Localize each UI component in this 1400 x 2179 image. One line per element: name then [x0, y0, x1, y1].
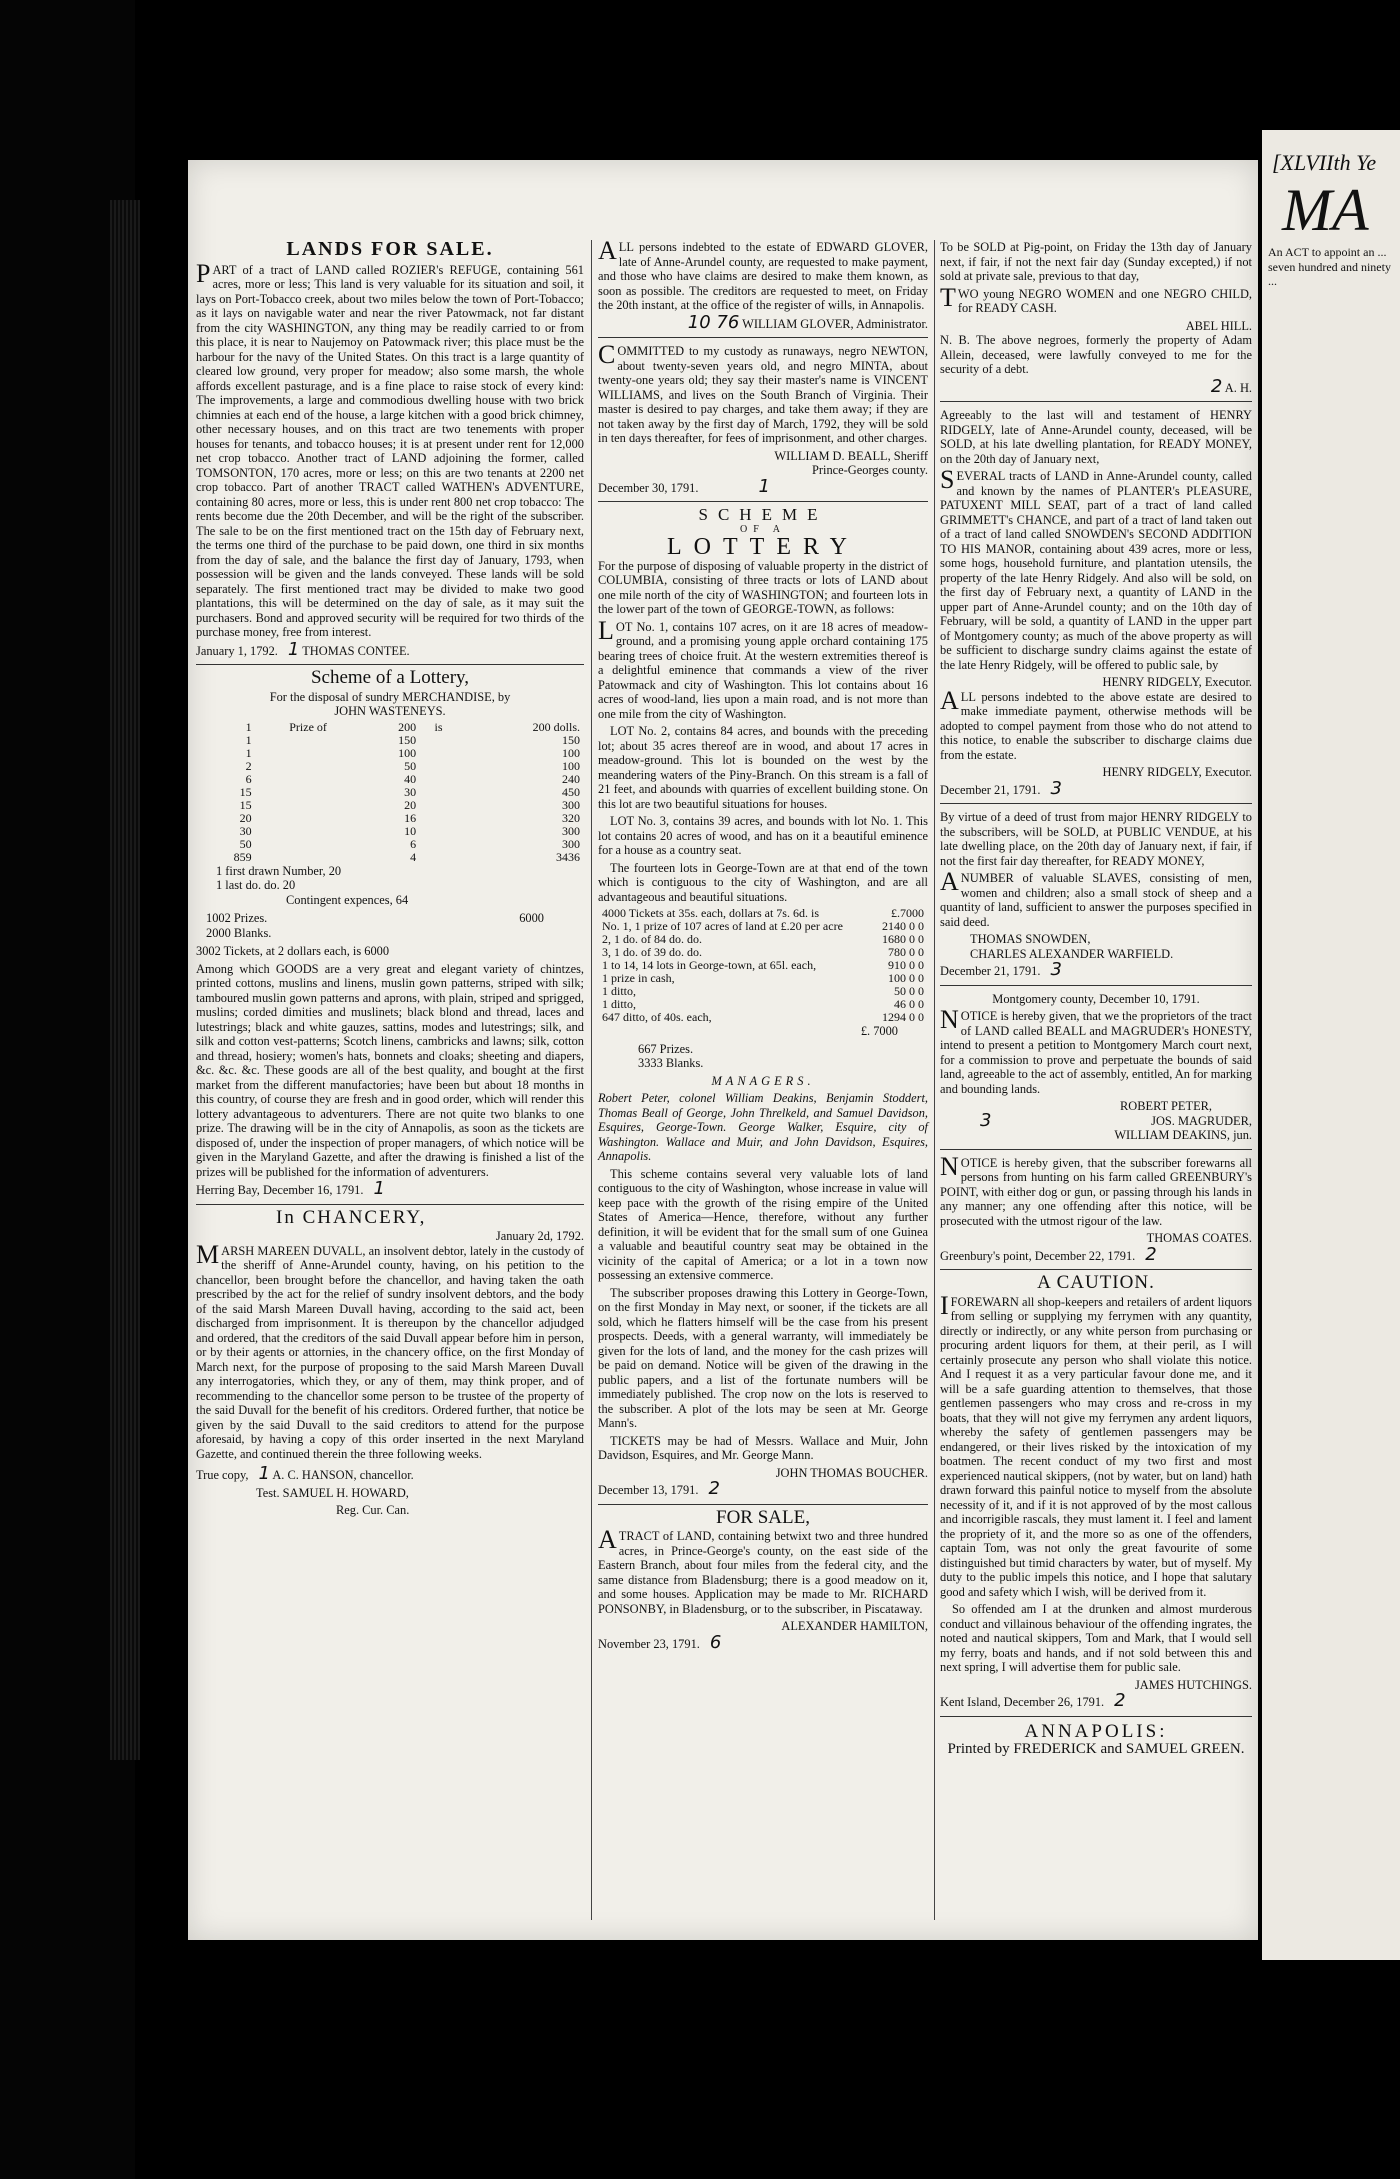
prize-cell: 450 [562, 784, 580, 799]
prize-cell: 1 [245, 719, 252, 734]
committed-county: Prince-Georges county. [812, 463, 928, 477]
divider [940, 1716, 1252, 1717]
prize-row [196, 825, 584, 838]
prize-cell: 3436 [556, 849, 580, 864]
scheme-prize-row [598, 985, 928, 998]
prize-cell: 20 [404, 797, 417, 812]
column-rule [591, 240, 592, 1920]
prize-cell: 6 [410, 836, 417, 851]
lot-3: LOT No. 3, contains 39 acres, and bounds with lot No. 1. This lot contains 20 acres of wood, and has on it a beautiful eminence for a house as a country seat. [598, 814, 928, 857]
next-page-header: [XLVIIth Ye [1272, 150, 1377, 175]
prize-row [196, 773, 584, 786]
prize-cell: 30 [239, 823, 252, 838]
ridgely-signature-2: HENRY RIDGELY, Executor. [1102, 765, 1252, 779]
lands-ad-signature: THOMAS CONTEE. [302, 643, 410, 658]
annapolis-imprint: ANNAPOLIS: [1024, 1720, 1168, 1742]
prize-row [196, 799, 584, 812]
prize-cell [420, 747, 457, 760]
prize-row [196, 734, 584, 747]
printer-imprint: Printed by FREDERICK and SAMUEL GREEN. [947, 1741, 1245, 1757]
next-page-text: An ACT to appoint an ... seven hundred and ninety ... [1268, 245, 1391, 288]
scheme-prize-row [598, 972, 928, 985]
scheme-text: This scheme contains several very valuable lots of land contiguous to the city of Washington, whose increase in value will keep pace with the growth of the rising empire of the United States of America—Hence, therefore, without any further definition, it will be evident that for the small sum of one Guinea a valuable and beautiful country seat may be obtained in the vicinity of the capital of America; or a lot in a town now possessing an extensive commerce. [598, 1166, 928, 1282]
prize-cell [420, 812, 457, 825]
all-persons-text: ALL persons indebted to the above estate are desired to make immediate payment, otherwise methods will be adopted to compel payment from those who do not attend to this notice, to enable the subscriber to discharge claims due from the estate. [940, 685, 1252, 762]
prize-cell: 200 [398, 719, 417, 734]
lottery-text: Among which GOODS are a very great and elegant variety of chintzes, printed cottons, muslins and linens, muslin gown patterns, striped with silk; tamboured muslin gown patterns and aprons, with plain, striped and sprigged, muslins; corded dimities and muslinets; black blond and thread, laces and lutestrings; black and white gauzes, sattins, modes and lutestrings; silk, and silk and cotton vest-patterns; Scotch linens, cambricks and lawns; silk, cotton and thread, hosiery; women's hats, bonnets and cloaks; sheeting and diapers, &c. &c. &c. These goods are all of the best quality, and bought at the first market from the different manufactories; have been but about 18 months in this country, of course they are fresh and in good order, which will render this lottery advantageous to adventurers. There are not quite two blanks to one prize. The drawing will be in the city of Annapolis, as soon as the tickets are disposed of, under the inspection of proper managers, of which notice will be given in the Maryland Gazette, and after the drawing is finished a list of the prizes will be published for the information of adventurers. [196, 961, 584, 1179]
scheme-prize-cell: 1 to 14, 14 lots in George-town, at 65l. each, [602, 958, 817, 972]
ridgely-footer [940, 777, 1252, 799]
subscriber-text: The subscriber proposes drawing this Lottery in George-Town, on the first Monday in May next, or sooner, if the tickets are all sold, which he flatters himself will be the case from his present prospects. Deeds, with a general warranty, will immediately be given for the lots of land, and the money for the cash prizes will be paid on demand. Notice will be given of the drawing in the public papers, and a list of the fortunate numbers will be immediately published. The crop now on the lots is reserved to the subscriber. A plot of the lots may be seen at Mr. George Mann's. [598, 1285, 928, 1430]
hutchings-signature: JAMES HUTCHINGS. [1134, 1677, 1252, 1692]
scheme-prize-cell: 3, 1 do. of 39 do. do. [602, 945, 702, 959]
divider [196, 664, 584, 665]
column-3 [940, 240, 1252, 1760]
for-sale-title: FOR SALE, [716, 1506, 810, 1528]
prize-cell: 859 [233, 849, 252, 864]
prize-cell [420, 786, 457, 799]
scheme-prize-cell: £.7000 [891, 906, 924, 920]
prize-cell [256, 734, 361, 747]
lot-1: LOT No. 1, contains 107 acres, on it are 18 acres of meadow-ground, and a promising young apple orchard containing 175 bearing trees of choice fruit. At the western extremities thereof is a delightful eminence that commands a view of the river Patowmack and city of Washington. This lot contains about 16 acres of wood-land, lies upon a main road, and is not more than one mile from the city of Washington. [598, 615, 928, 721]
prize-cell [420, 851, 457, 864]
caution-title: A CAUTION. [1037, 1272, 1155, 1293]
prize-cell: 15 [239, 797, 252, 812]
scheme-prize-cell: 1 prize in cash, [602, 971, 675, 985]
newspaper-page [188, 160, 1258, 1940]
prize-cell: 20 [239, 810, 252, 825]
caution-text-2: So offended am I at the drunken and almost murderous conduct and villainous behaviour of the offending ingrates, the noted and nautical skippers, Tom and Mark, that I would sell my ferry, boats and hands, and if not sold between this and next spring, I will advertise them for public sale. [940, 1602, 1252, 1674]
scheme-intro: For the purpose of disposing of valuable property in the district of COLUMBIA, consisting of three tracts or lots of LAND about one mile north of the city of WASHINGTON; and fourteen lots in the lower part of the town of GEORGE-TOWN, as follows: [598, 558, 928, 616]
handwritten-mark: 2 [1210, 375, 1223, 397]
peter-signature: ROBERT PETER, [1120, 1099, 1212, 1113]
prize-extra: 1 last do. do. 20 [216, 878, 296, 892]
divider [940, 401, 1252, 402]
scheme-prize-cell: 1680 0 0 [882, 932, 924, 946]
prize-row [196, 812, 584, 825]
snowden-date: December 21, 1791. [940, 964, 1041, 978]
scheme-prize-cell: 46 0 0 [894, 997, 924, 1011]
handwritten-mark: 1 [758, 475, 770, 497]
chancery-signature: A. C. HANSON, chancellor. [272, 1468, 414, 1482]
handwritten-mark: 3 [1050, 959, 1062, 980]
committed-signature: WILLIAM D. BEALL, Sheriff [774, 448, 928, 463]
scheme-title: SCHEME [698, 505, 828, 524]
prize-cell: 15 [239, 784, 252, 799]
handwritten-mark: 10 76 [687, 311, 740, 333]
prize-cell: Prize of [289, 719, 327, 734]
prize-row [196, 721, 584, 734]
divider [598, 1504, 928, 1505]
handwritten-mark: 2 [1145, 1243, 1157, 1265]
two-negro-text: TWO young NEGRO WOMEN and one NEGRO CHILD, for READY CASH. [940, 282, 1252, 315]
lands-ad-text: PART of a tract of LAND called ROZIER's REFUGE, containing 561 acres, more or less; This land is very valuable for its situation and soil, it lays on Port-Tobacco creek, about two miles below the town of Port-Tobacco; as it lays on navigable water and near the river Patowmack, not far distant from the city WASHINGTON, any thing may be readily carried to or from this place, it is near to Naujemoy on Patowmack river; this place must be the harbour for the navy of the United States. On this tract is a large quantity of cleared low ground, very proper for meadow; also some marsh, the whole affords excellent pasturage, and is a fine place to raise stock of every kind: The improvements, a large and commodious dwelling house with two brick chimnies at each end of the house, a large kitchen with a good brick chimney, other necessary houses, and on this tract are two tenements with proper houses for tenants, and tobacco houses; it is at present under rent for 12,000 net crop tobacco. Another tract of LAND adjoining the former, called TOMSONTON, 170 acres, more or less; on this are two tenants at 2200 net crop tobacco. Part of another TRACT called WATHEN's ADVENTURE, containing 80 acres, more or less, this is under rent 800 net crop tobacco: The rents become due the 20th December, and will be the right of the subscriber. The sale to be on the first mentioned tract on the 15th day of February next, the terms one third of the purchase to be paid down, one third in six months from the day of sale, and the balance the first day of January, 1793, when possession will be given and the lands conveyed. These lands will be sold separately. The first mentioned tract may be divided to make two good plantations, this will be determined on the day of sale, as it may suit the purchasers. Bond and approved security will be required for two thirds of the purchase money, free from interest. [196, 258, 584, 639]
prize-extra: 1 first drawn Number, 20 [216, 863, 342, 878]
book-binding [0, 0, 135, 2179]
caution-text: IFOREWARN all shop-keepers and retailers of ardent liquors from selling or supplying my ferrymen with any quantity, directly or indirectly, or any white person from purchasing or procuring ardent liquors for them, at their peril, as I will certainly prosecute any person who shall violate this notice. And I request it as a very particular favour done me, and it will be a safe guarding attention to themselves, that those gentlemen passengers who may cross and re-cross in my boats, that they will not give my ferrymen any ardent liquors, whereby the safety of gentlemen passengers may be endangered, or their lives risked by the intoxication of my boatmen. The recent conduct of my two first and most experienced nautical skippers, (not by water, but on land) hath drawn forward this painful notice to myself from the absolute necessity of it, and if it is not approved of by the most callous and incorrigible rascals, they must lament it. I feel and lament the propriety of it, and the more so as one of the offenders, captain Tom, was not only the great favourite of some distinguished but timid characters by water, but of myself. My duty to the public impels this notice, and I hope that salutary good and safety which I wish, will be derived from it. [940, 1290, 1252, 1599]
warfield-signature: CHARLES ALEXANDER WARFIELD. [970, 946, 1174, 961]
prize-cell [420, 799, 457, 812]
scheme-prize-cell: 910 0 0 [888, 958, 924, 972]
hamilton-signature: ALEXANDER HAMILTON, [781, 1619, 928, 1633]
ridgely-text: Agreeably to the last will and testament of HENRY RIDGELY, late of Anne-Arundel county, deceased, will be SOLD, at his late dwelling plantation, for READY MONEY, on the 20th day of January next, [940, 408, 1252, 466]
ridgely-signature: HENRY RIDGELY, Executor. [1102, 675, 1252, 689]
slaves-text: ANUMBER of valuable SLAVES, consisting of men, women and children; also a small stock of sheep and a quantity of land, sufficient to answer the purposes specified in said deed. [940, 867, 1252, 929]
scheme-prize-cell: 1294 0 0 [882, 1010, 924, 1024]
prize-cell [256, 825, 361, 838]
lands-ad-footer [196, 638, 584, 660]
column-rule [934, 240, 935, 1920]
prize-cell: 2 [245, 758, 252, 773]
coates-signature: THOMAS COATES. [1146, 1231, 1252, 1245]
hamilton-date: November 23, 1791. [598, 1636, 700, 1651]
prize-cell: 100 [562, 745, 580, 760]
prize-cell [256, 838, 361, 851]
prize-cell: 300 [562, 797, 580, 812]
lands-ad-date: January 1, 1792. [196, 643, 278, 658]
nb-signature: A. H. [1224, 380, 1252, 395]
lottery-subtitle: For the disposal of sundry MERCHANDISE, by [269, 689, 511, 704]
prize-cell: 1 [245, 732, 252, 747]
prize-row [196, 747, 584, 760]
prize-cell: 10 [404, 823, 417, 838]
reg-line: Reg. Cur. Can. [336, 1503, 410, 1517]
prizes-table [196, 721, 584, 864]
divider [598, 501, 928, 502]
prize-cell [256, 786, 361, 799]
vendue-text: By virtue of a deed of trust from major HENRY RIDGELY to the subscribers, will be SOLD, at PUBLIC VENDUE, at his late dwelling place, on the 20th day of January next, if fair, if not the first fair day thereafter, for READY MONEY, [940, 810, 1252, 868]
prize-cell [420, 734, 457, 747]
page-stack-edge [110, 200, 140, 1760]
prize-cell: 40 [404, 771, 417, 786]
pig-point-text: To be SOLD at Pig-point, on Friday the 13th day of January next, if fair, if not the next fair day (Sunday excepted,) if not sold at private sale, previous to that day, [940, 240, 1252, 283]
scheme-of-a: OF A [740, 523, 786, 535]
column-2 [598, 236, 928, 1653]
magruder-footer [940, 1109, 1252, 1131]
scheme-prize-cell: 4000 Tickets at 35s. each, dollars at 7s. 6d. is [602, 906, 819, 920]
divider [940, 803, 1252, 804]
handwritten-mark: 2 [708, 1478, 720, 1499]
blanks-count: 2000 Blanks. [206, 925, 272, 940]
prize-cell [256, 747, 361, 760]
abel-signature: ABEL HILL. [1185, 318, 1252, 333]
tickets-line: 3002 Tickets, at 2 dollars each, is 6000 [196, 944, 390, 958]
glover-footer [598, 311, 928, 333]
prize-cell [420, 773, 457, 786]
scheme-prize-cell: 2, 1 do. of 84 do. do. [602, 932, 702, 946]
prize-cell: 100 [562, 758, 580, 773]
scheme-prize-cell: 780 0 0 [888, 945, 924, 959]
scheme-prize-cell: 1 ditto, [602, 984, 637, 998]
true-copy: True copy, [196, 1468, 249, 1482]
prize-cell: 200 dolls. [532, 719, 580, 734]
boucher-date: December 13, 1791. [598, 1483, 699, 1497]
prize-cell: 300 [562, 836, 580, 851]
montgomery-date: Montgomery county, December 10, 1791. [992, 991, 1200, 1006]
chancery-footer [196, 1463, 584, 1484]
scheme-prize-cell: 2140 0 0 [882, 919, 924, 933]
hutchings-date: Kent Island, December 26, 1791. [940, 1695, 1105, 1709]
chancery-text: MARSH MAREEN DUVALL, an insolvent debtor, lately in the custody of the sheriff of Anne-Arundel county, having, on his petition to the chancellor, been brought before the chancellor, and having taken the oath prescribed by the act for the relief of sundry insolvent debtors, and the body of the said Marsh Mareen Duvall having, according to the said act, been discharged from imprisonment. It is thereupon by the chancellor adjudged and ordered, that the creditors of the said Duvall appear before him in person, or by their agents or attornies, in the chancery office, on the first Monday of March next, for the purpose of proposing to the said Marsh Mareen Duvall any interrogatories, which they, or any of them, may think proper, and of recommending to the chancellor some person to be trustee of the property of the said Duvall for the benefit of his creditors. Ordered further, that notice be given by the said Duvall to the said creditors to attend for the purpose aforesaid, by having a copy of this order inserted in the next Maryland Gazette, and continued therein the three following weeks. [196, 1239, 584, 1461]
scheme-prize-cell: No. 1, 1 prize of 107 acres of land at £.20 per acre [602, 919, 843, 933]
prize-row [196, 851, 584, 864]
scheme-prize-cell: 100 0 0 [888, 971, 924, 985]
prize-cell: 6 [245, 771, 252, 786]
prize-cell [256, 760, 361, 773]
scheme-prize-cell: 647 ditto, of 40s. each, [602, 1010, 712, 1024]
prize-cell [256, 799, 361, 812]
hamilton-footer [598, 1631, 928, 1653]
prizes-total: 1002 Prizes. [206, 911, 268, 925]
snowden-footer [940, 959, 1252, 980]
scheme-prize-cell: 50 0 0 [894, 984, 924, 998]
prize-cell: 1 [245, 745, 252, 760]
column-1 [196, 240, 584, 1521]
managers-text: Robert Peter, colonel William Deakins, Benjamin Stoddert, Thomas Beall of George, John Threlkeld, and Samuel Davidson, Esquires, George-Town. George Walker, Esquire, city of Washington. Wallace and Muir, and John Davidson, Esquires, Annapolis. [598, 1091, 928, 1163]
divider [940, 1269, 1252, 1270]
lottery-by: JOHN WASTENEYS. [334, 704, 446, 718]
committed-date: December 30, 1791. [598, 480, 699, 495]
coates-date: Greenbury's point, December 22, 1791. [940, 1248, 1136, 1263]
handwritten-mark: 6 [709, 1631, 722, 1653]
divider [196, 1204, 584, 1205]
scheme-prize-cell: 1 ditto, [602, 997, 637, 1011]
handwritten-mark: 3 [980, 1109, 992, 1131]
prize-cell: 50 [404, 758, 417, 773]
total-amount: 6000 [519, 911, 544, 925]
next-page-masthead: MA [1282, 177, 1369, 243]
notice-1-text: NOTICE is hereby given, that we the proprietors of the tract of LAND called BEALL and MAGRUDER's HONESTY, intend to present a petition to Montgomery March court next, for a commission to prove and perpetuate the bounds of said land, agreeable to the act of assembly, entitled, An for marking and bounding lands. [940, 1005, 1252, 1096]
scheme-prize-row [598, 1011, 928, 1024]
divider [940, 985, 1252, 986]
next-page-fragment [1262, 130, 1400, 1960]
prizes-total-row [206, 911, 584, 926]
prize-cell: 150 [398, 732, 417, 747]
divider [598, 337, 928, 338]
coates-footer [940, 1243, 1252, 1265]
prize-cell [420, 760, 457, 773]
prize-row [196, 760, 584, 773]
boucher-footer [598, 1478, 928, 1499]
handwritten-mark: 1 [373, 1178, 385, 1199]
fourteen-lots: The fourteen lots in George-Town are at that end of the town which is contiguous to the city of Washington, and are all advantageous and beautiful situations. [598, 860, 928, 904]
managers-title: MANAGERS. [711, 1073, 815, 1088]
prize-cell: 150 [562, 732, 580, 747]
nb-footer [940, 375, 1252, 397]
prize-cell [420, 825, 457, 838]
chancery-title: In CHANCERY, [276, 1206, 427, 1228]
test-line: Test. SAMUEL H. HOWARD, [256, 1485, 409, 1500]
scheme-prize-total: £. 7000 [860, 1024, 898, 1038]
notice-2-text: NOTICE is hereby given, that the subscriber forewarns all persons from hunting on his farm called GREENBURY's POINT, with either dog or gun, or passing through his lands in any manner; any one offending after this notice, will be prosecuted with the utmost rigour of the law. [940, 1151, 1252, 1228]
lottery-footer [196, 1178, 584, 1199]
magruder-signature: JOS. MAGRUDER, [1151, 1113, 1252, 1128]
scheme-blanks-count: 3333 Blanks. [638, 1056, 704, 1070]
lottery-title: Scheme of a Lottery, [310, 667, 470, 688]
prize-cell: 320 [562, 810, 580, 825]
contingent-expences: Contingent expences, 64 [286, 892, 409, 907]
lands-title: LANDS FOR SALE. [286, 238, 494, 260]
lottery-date: Herring Bay, December 16, 1791. [196, 1183, 364, 1197]
chancery-date: January 2d, 1792. [495, 1229, 584, 1243]
prize-cell [256, 773, 361, 786]
prize-cell: 240 [562, 771, 580, 786]
hutchings-footer [940, 1690, 1252, 1711]
handwritten-mark: 1 [258, 1463, 270, 1484]
prize-cell: 16 [404, 810, 417, 825]
prize-row [196, 838, 584, 851]
prize-row [196, 786, 584, 799]
prize-cell: 300 [562, 823, 580, 838]
prize-cell: 4 [410, 849, 417, 864]
divider [940, 1149, 1252, 1150]
snowden-signature: THOMAS SNOWDEN, [970, 932, 1091, 946]
deakins-signature: WILLIAM DEAKINS, jun. [1114, 1128, 1252, 1142]
prize-cell: 30 [404, 784, 417, 799]
prize-cell [420, 838, 457, 851]
ridgely-date: December 21, 1791. [940, 782, 1041, 797]
glover-text: ALL persons indebted to the estate of EDWARD GLOVER, late of Anne-Arundel county, are requested to make payment, and those who have claims are desired to make them known, as soon as possible. The creditors are requested to meet, on Friday the 20th instant, at the office of the register of wills, in Annapolis. [598, 236, 928, 312]
glover-signature: WILLIAM GLOVER, Administrator. [742, 316, 928, 331]
scheme-prizes-count: 667 Prizes. [638, 1041, 694, 1056]
tickets-note: TICKETS may be had of Messrs. Wallace and Muir, John Davidson, Esquires, and Mr. George Mann. [598, 1433, 928, 1462]
for-sale-text: ATRACT of LAND, containing betwixt two and three hundred acres, in Prince-George's county, on the east side of the Eastern Branch, about four miles from the federal city, and the same distance from Bladensburg; there is a good meadow on it, and some houses. Application may be made to Mr. RICHARD PONSONBY, in Bladensburg, or to the subscriber, in Piscataway. [598, 1525, 928, 1616]
scheme-lottery: LOTTERY [667, 534, 859, 560]
prize-cell: is [434, 719, 443, 734]
prize-cell: 50 [239, 836, 252, 851]
prize-cell [256, 812, 361, 825]
prize-cell: 100 [398, 745, 417, 760]
nb-text: N. B. The above negroes, formerly the property of Adam Allein, deceased, were lawfully conveyed to me for the security of a debt. [940, 333, 1252, 376]
lot-2: LOT No. 2, contains 84 acres, and bounds with the preceding lot; about 35 acres thereof are in wood, and about 17 acres in meadow-ground. This lot is bounded on the west by the meandering waters of the Piny-Branch. On this stream is a fall of 21 feet, and abounds with quarries of excellent building stone. On this lot are two beautiful situations for houses. [598, 724, 928, 811]
prize-cell [256, 851, 361, 864]
scheme-prizes-table [598, 907, 928, 1024]
handwritten-mark: 1 [287, 638, 300, 660]
several-tracts-text: SEVERAL tracts of LAND in Anne-Arundel county, called and known by the names of PLANTER's PLEASURE, PATUXENT MILL SEAT, part of a tract of land called GRIMMETT's CHANCE, and part of a tract of land taken out of a tract of land called SNOWDEN's SECOND ADDITION TO HIS MANOR, containing about 439 acres, more or less, some hogs, household furniture, and plantation utensils, the property of the late Henry Ridgely. And also will be sold, on the first day of February next, a quantity of LAND in the upper part of Anne-Arundel county; and on the 10th day of February, will be sold, a quantity of LAND in the upper part of Montgomery county; as much of the above property as will be sufficient to discharge sundry claims against the estate of the late Henry Ridgely, will be offered to public sale, by [940, 465, 1252, 672]
committed-footer [598, 475, 928, 497]
committed-text: COMMITTED to my custody as runaways, negro NEWTON, about twenty-seven years old, and negro MINTA, about twenty-one years old; they say their master's name is VINCENT WILLIAMS, and lives on the South Branch of Virginia. Their master is desired to pay charges, and take them away; if they are not taken away by the first day of March, 1792, they will be sold in ten days thereafter, for fees of imprisonment, and other charges. [598, 340, 928, 445]
handwritten-mark: 2 [1114, 1690, 1126, 1711]
handwritten-mark: 3 [1050, 777, 1062, 799]
boucher-signature: JOHN THOMAS BOUCHER. [775, 1465, 928, 1480]
